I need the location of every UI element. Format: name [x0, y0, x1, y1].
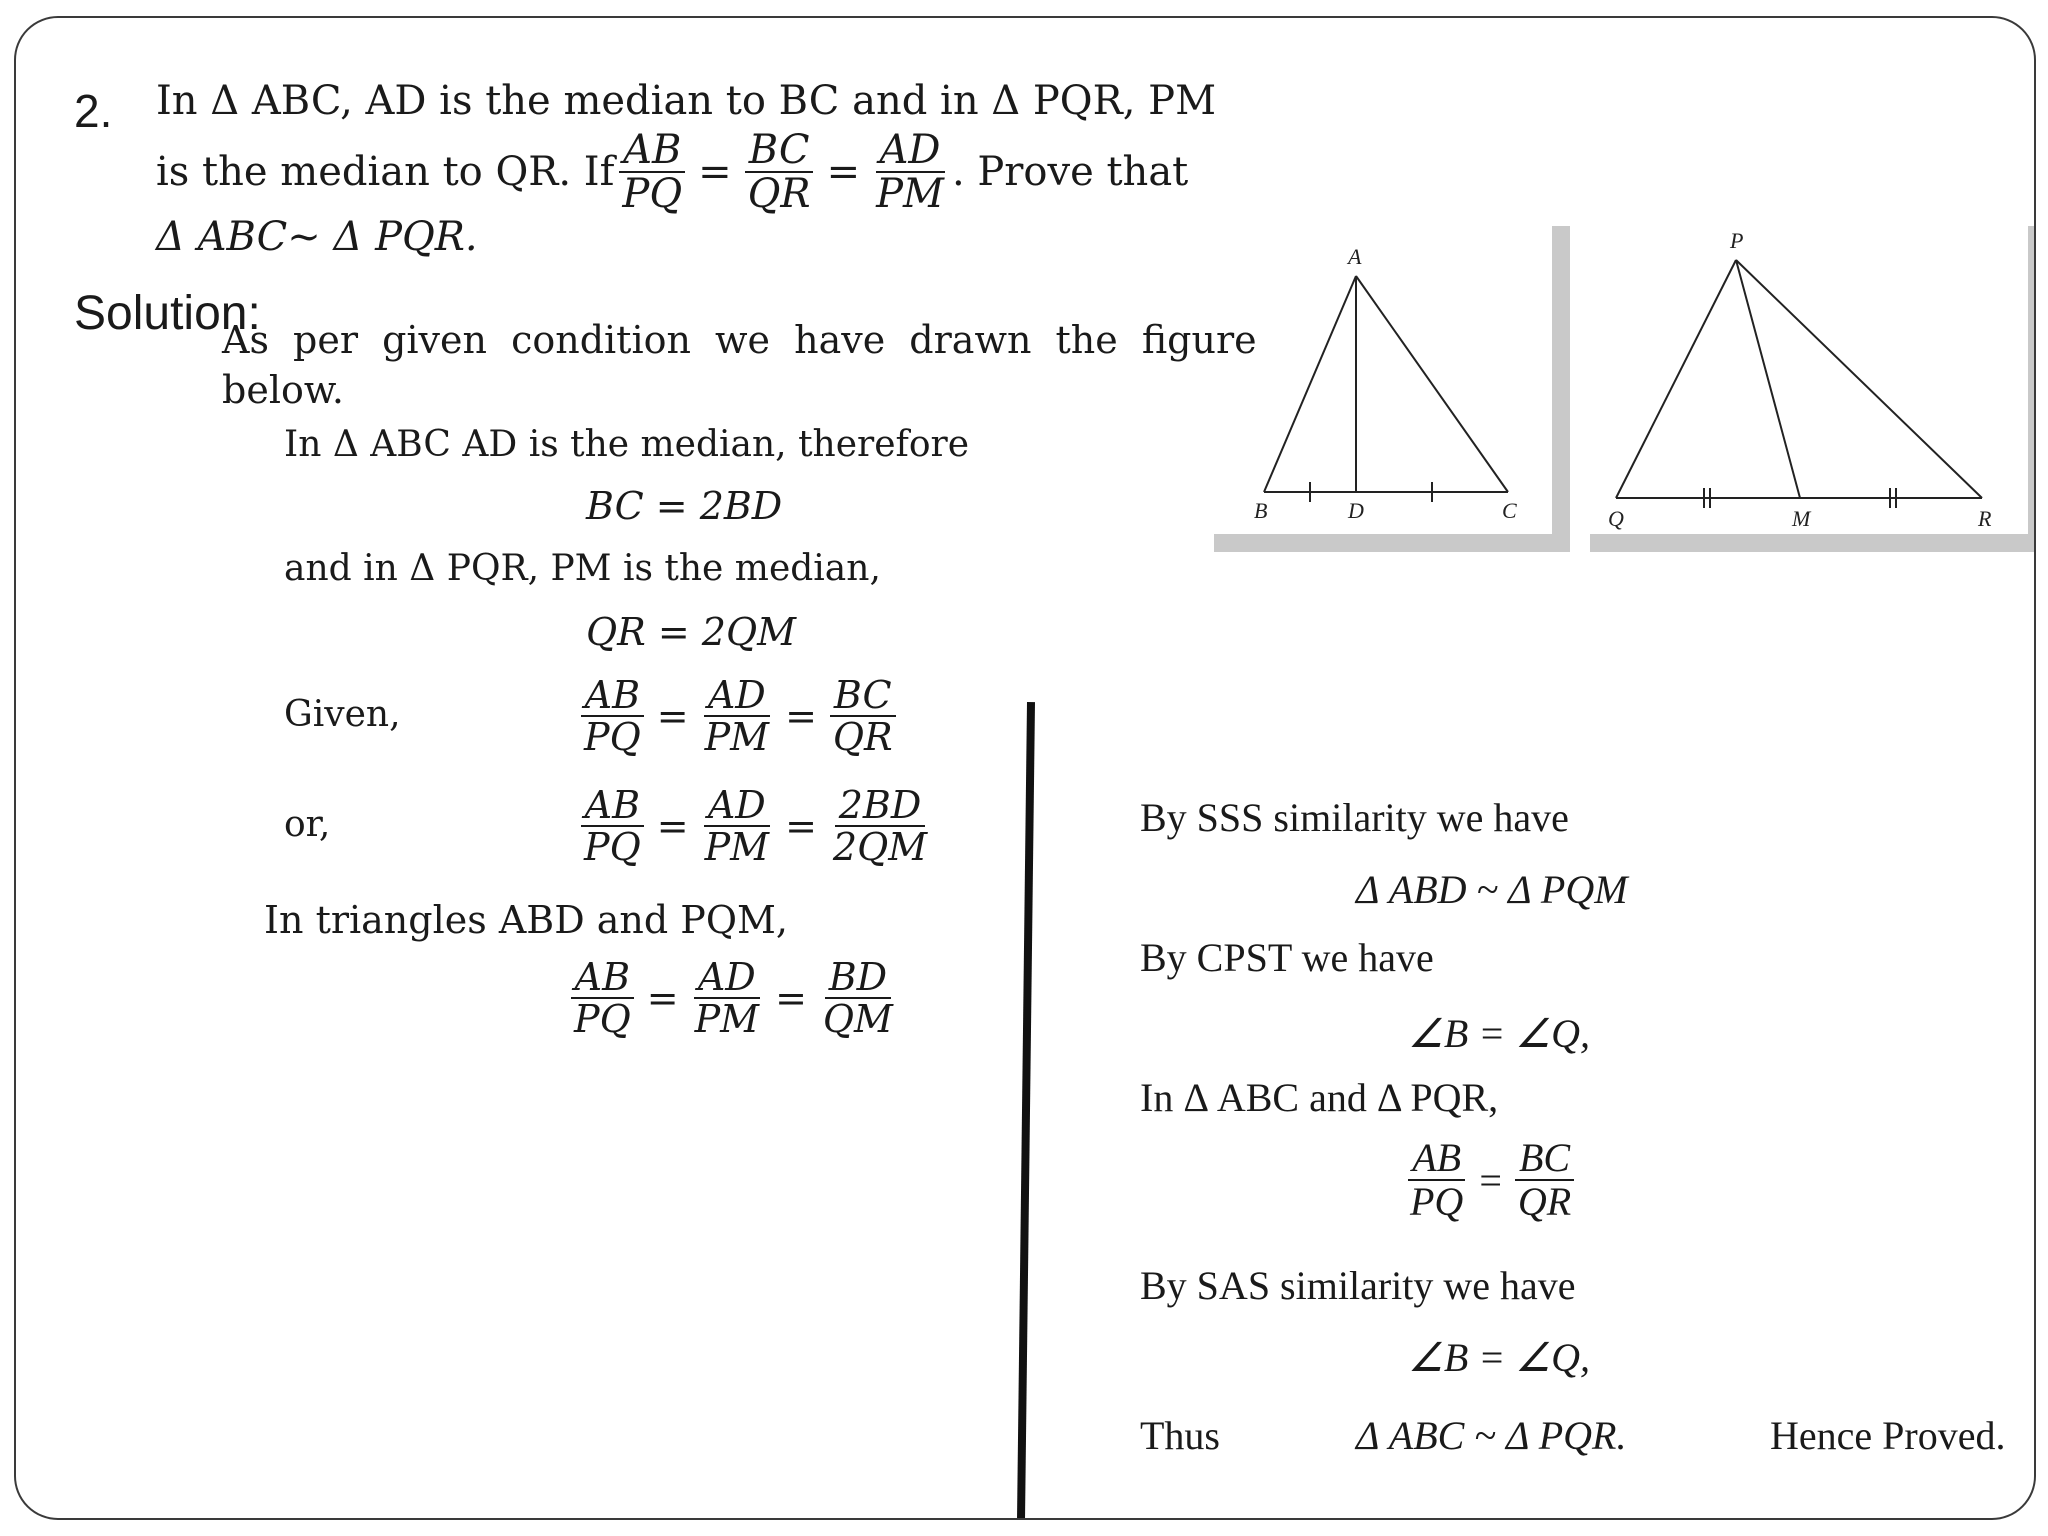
numerator: AB	[1408, 1138, 1465, 1181]
cpst-step: By CPST we have	[1140, 935, 1434, 980]
numerator: AD	[694, 958, 760, 999]
numerator: AD	[704, 676, 770, 717]
fraction	[580, 783, 645, 869]
fraction	[829, 783, 931, 869]
question-line-2-text: is the median to QR. If	[156, 149, 615, 195]
slide	[14, 16, 2036, 1520]
given-label: Given,	[284, 694, 401, 735]
final-statement: Δ ABC ~ Δ PQR.	[1356, 1413, 1627, 1458]
equals-sign: =	[826, 149, 861, 195]
angle-equality-2: ∠B = ∠Q,	[1408, 1335, 1591, 1380]
angle-equality-1: ∠B = ∠Q,	[1408, 1011, 1591, 1056]
numerator: BC	[830, 676, 896, 717]
fraction	[691, 955, 763, 1041]
numerator: AB	[571, 958, 634, 999]
equation-qr: QR = 2QM	[586, 610, 797, 654]
denominator: PQ	[622, 171, 683, 217]
denominator: PQ	[1410, 1179, 1464, 1224]
equals-sign: =	[656, 694, 689, 738]
sss-result: Δ ABD ~ Δ PQM	[1356, 867, 1628, 912]
question-number: 2.	[74, 85, 113, 137]
question-line-1: In Δ ABC, AD is the median to BC and in Δ PQR, PM	[156, 78, 1217, 124]
intro-line-2: below.	[222, 368, 344, 412]
vertex-label-q: Q	[1608, 506, 1624, 531]
denominator: PM	[704, 715, 770, 759]
fraction-bc-qr	[744, 127, 815, 217]
fraction	[819, 955, 897, 1041]
vertex-label-b: B	[1254, 498, 1268, 523]
denominator: PM	[876, 171, 944, 217]
equals-sign: =	[785, 804, 817, 848]
vertex-label-a: A	[1348, 244, 1362, 269]
fraction	[1406, 1135, 1467, 1224]
numerator: AD	[704, 786, 770, 827]
fraction-ad-pm	[872, 127, 948, 217]
hence-proved: Hence Proved.	[1770, 1413, 2006, 1458]
sas-step: By SAS similarity we have	[1140, 1263, 1576, 1308]
fraction-ab-pq	[618, 127, 686, 217]
intro-line-1: As per given condition we have drawn the figure	[222, 318, 1257, 362]
equation-bc: BC = 2BD	[586, 484, 783, 528]
denominator: PQ	[584, 825, 641, 869]
triangles-proportion	[566, 955, 901, 1041]
equals-sign: =	[656, 804, 689, 848]
sss-step: By SSS similarity we have	[1140, 795, 1569, 840]
given-proportion	[576, 673, 901, 759]
question-line-2	[156, 127, 1189, 217]
step-triangles: In triangles ABD and PQM,	[264, 898, 788, 942]
triangle-abc-diagram	[1196, 208, 1552, 534]
fraction	[701, 783, 773, 869]
denominator: PM	[704, 825, 770, 869]
denominator: QM	[822, 997, 893, 1041]
fraction	[570, 955, 635, 1041]
vertex-label-c: C	[1502, 498, 1517, 523]
denominator: PQ	[584, 715, 641, 759]
fraction	[580, 673, 645, 759]
numerator: AB	[581, 676, 644, 717]
triangle-abc-figure	[1196, 208, 1552, 534]
numerator: AD	[876, 130, 945, 173]
equals-sign: =	[698, 149, 732, 195]
denominator: QR	[1517, 1179, 1572, 1224]
numerator: AB	[581, 786, 644, 827]
fraction	[1514, 1135, 1575, 1224]
or-label: or,	[284, 804, 331, 845]
step-median-pqr: and in Δ PQR, PM is the median,	[284, 548, 881, 589]
numerator: 2BD	[835, 786, 926, 827]
denominator: PM	[694, 997, 760, 1041]
denominator: QR	[747, 171, 811, 217]
point-label-d: D	[1348, 498, 1364, 523]
fraction	[701, 673, 773, 759]
numerator: BC	[745, 130, 814, 173]
solution-label: Solution:	[74, 287, 261, 332]
denominator: 2QM	[832, 825, 928, 869]
triangles-step: In Δ ABC and Δ PQR,	[1140, 1075, 1499, 1120]
right-proportion	[1402, 1135, 1579, 1224]
fraction	[829, 673, 897, 759]
vertex-label-p: P	[1730, 228, 1744, 253]
equals-sign: =	[775, 976, 807, 1020]
denominator: PQ	[574, 997, 631, 1041]
step-median-abc: In Δ ABC AD is the median, therefore	[284, 424, 970, 465]
point-label-m: M	[1792, 506, 1811, 531]
numerator: AB	[619, 130, 685, 173]
question-line-3: Δ ABC~ Δ PQR.	[156, 214, 478, 260]
numerator: BC	[1515, 1138, 1574, 1181]
denominator: QR	[832, 715, 893, 759]
vertex-label-r: R	[1978, 506, 1992, 531]
or-proportion	[576, 783, 935, 869]
triangle-pqr-diagram	[1572, 208, 2028, 534]
numerator: BD	[825, 958, 891, 999]
thus-label: Thus	[1140, 1413, 1220, 1458]
equals-sign: =	[646, 976, 679, 1020]
triangle-pqr-figure	[1572, 208, 2028, 534]
question-line-2-end: . Prove that	[951, 149, 1189, 195]
column-divider	[1017, 702, 1035, 1520]
equals-sign: =	[785, 694, 817, 738]
equals-sign: =	[1479, 1157, 1502, 1203]
